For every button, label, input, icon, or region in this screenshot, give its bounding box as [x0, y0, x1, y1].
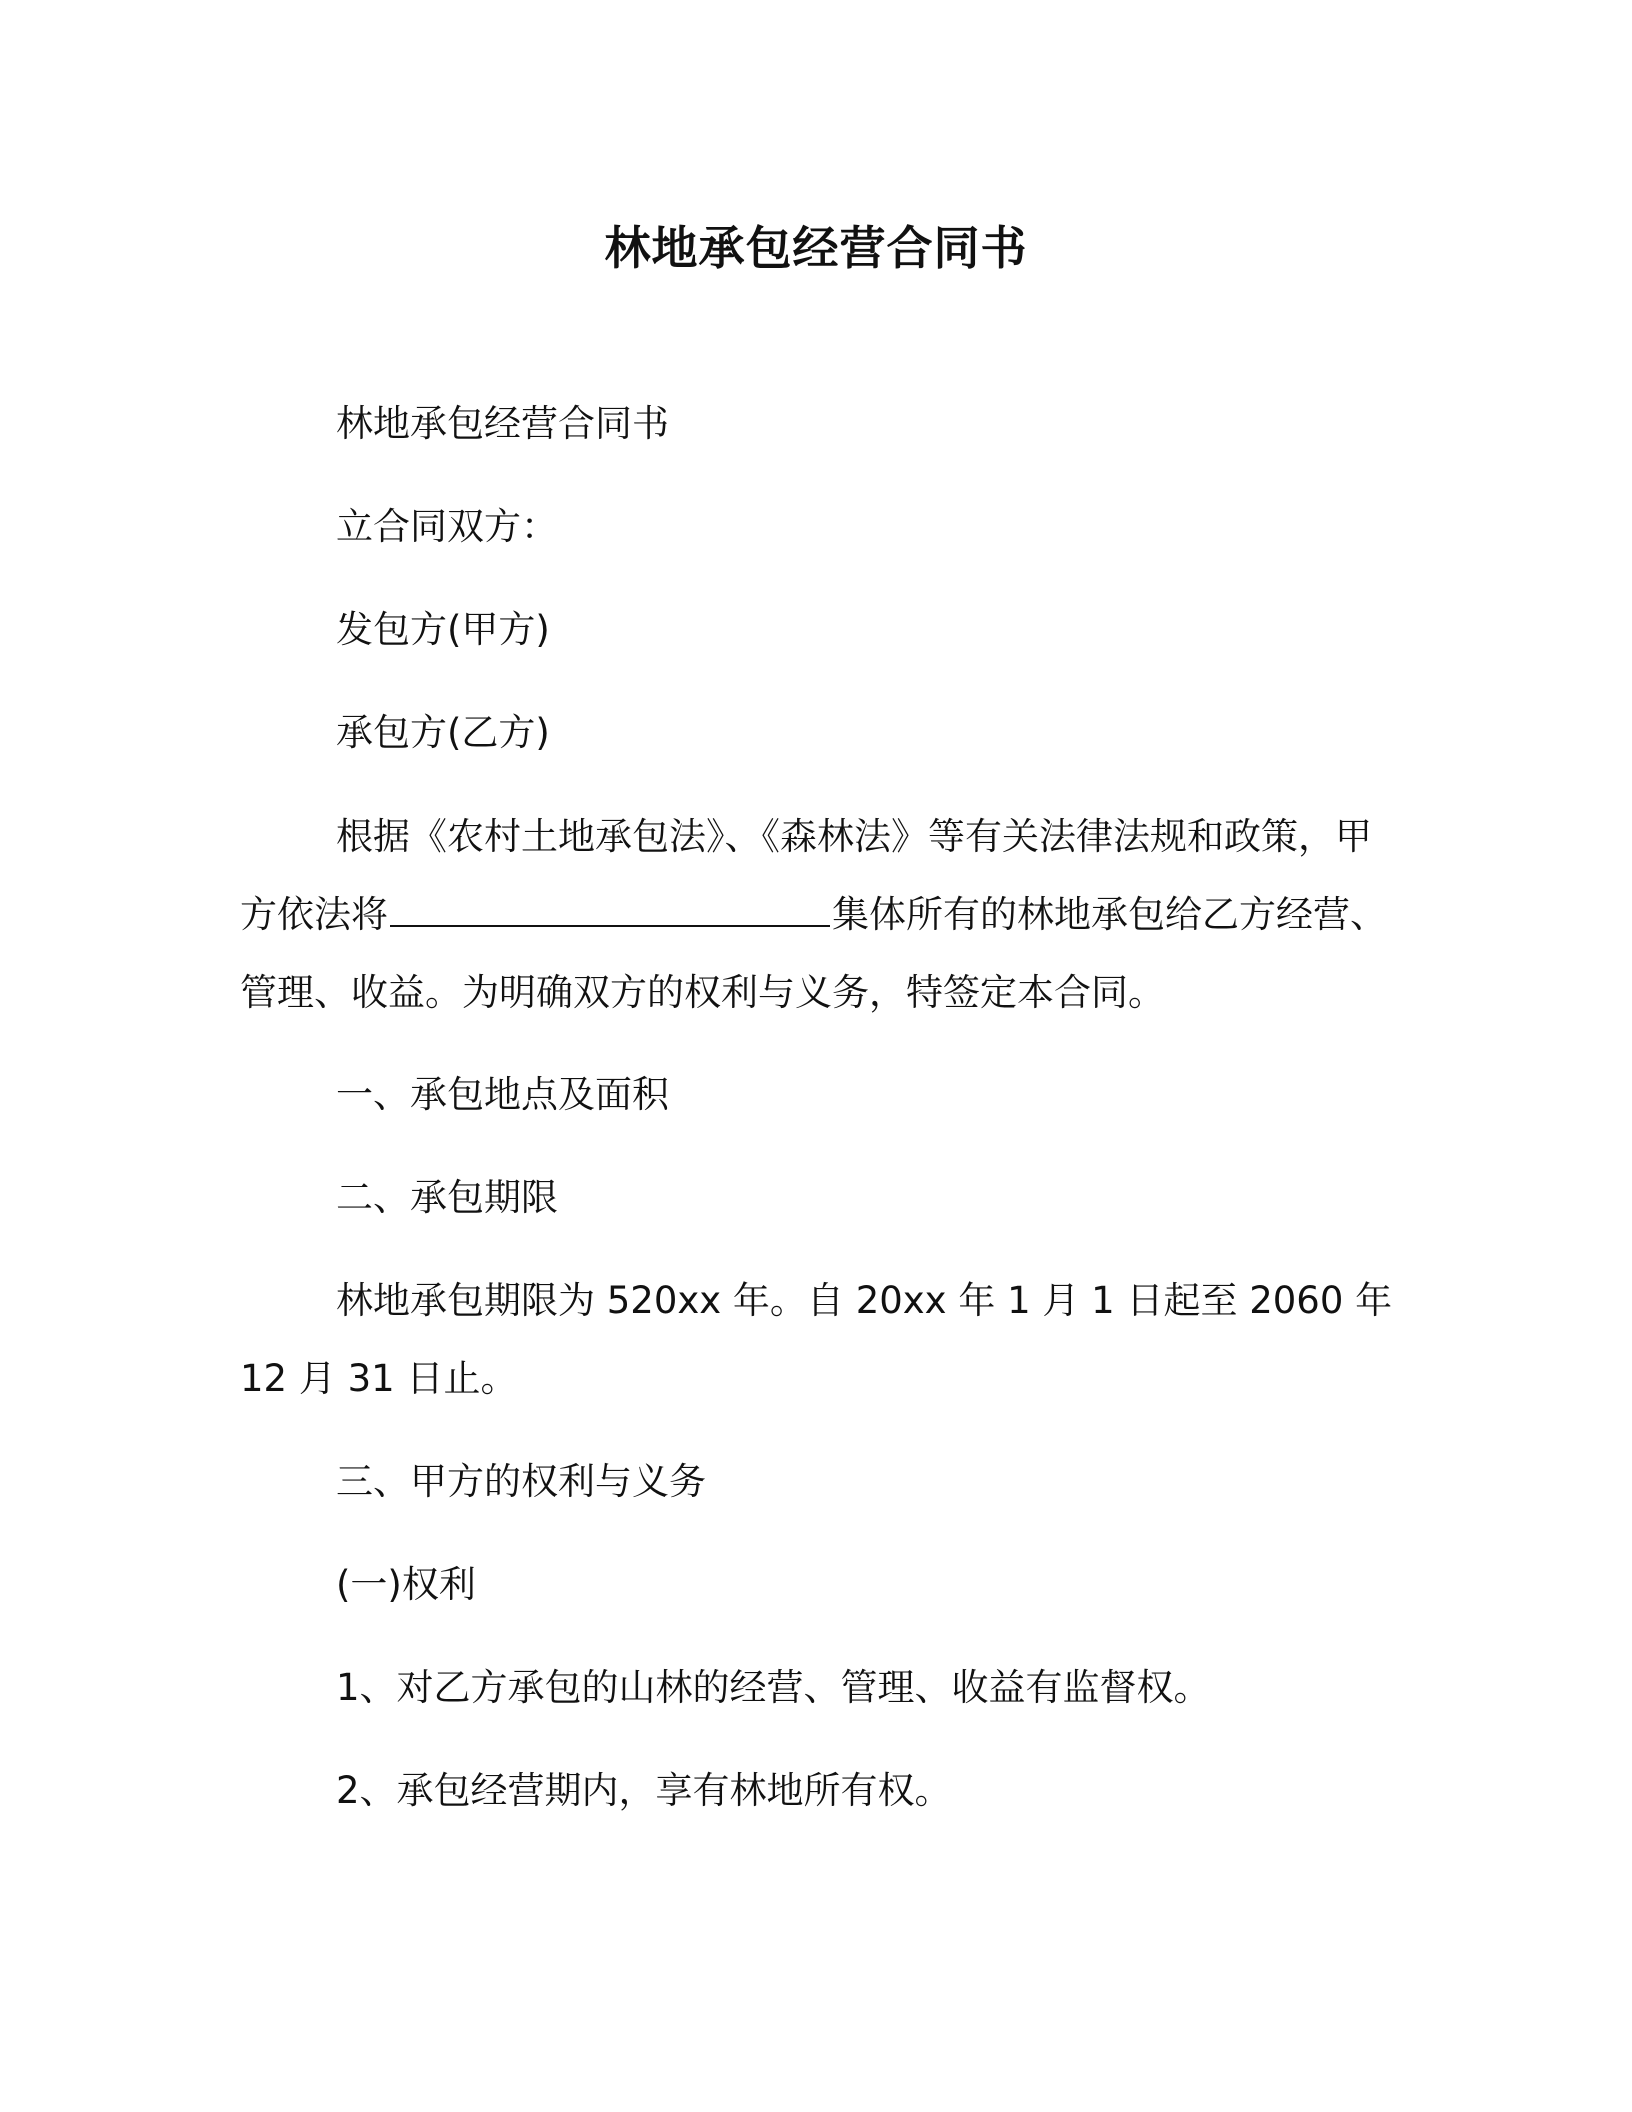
section-1-heading: 一、承包地点及面积 — [336, 1073, 669, 1116]
party-a-line: 发包方(甲方) — [336, 608, 550, 651]
parties-heading: 立合同双方： — [336, 505, 558, 548]
section-2-heading: 二、承包期限 — [336, 1176, 558, 1219]
section-3-heading: 三、甲方的权利与义务 — [336, 1460, 706, 1503]
right-item-1: 1、对乙方承包的山林的经营、管理、收益有监督权。 — [336, 1666, 1211, 1709]
intro-paragraph — [240, 798, 1400, 1032]
fill-in-blank — [390, 885, 830, 927]
subtitle-line: 林地承包经营合同书 — [336, 402, 669, 445]
document-title: 林地承包经营合同书 — [604, 221, 1028, 275]
term-paragraph: 林地承包期限为 520xx 年。自 20xx 年 1 月 1 日起至 2060 年 12 月 31 日止。 — [240, 1279, 1393, 1400]
party-b-line: 承包方(乙方) — [336, 711, 550, 754]
rights-heading: (一)权利 — [336, 1563, 476, 1606]
intro-text-part2: 集体所有的林地承包给乙方经营、管理、收益。为明确双方的权利与义务，特签定本合同。 — [240, 893, 1387, 1014]
right-item-2: 2、承包经营期内，享有林地所有权。 — [336, 1769, 952, 1812]
intro-text-part1: 根据《农村土地承包法》、《森林法》等有关法律法规和政策，甲方依法将 — [240, 815, 1372, 936]
